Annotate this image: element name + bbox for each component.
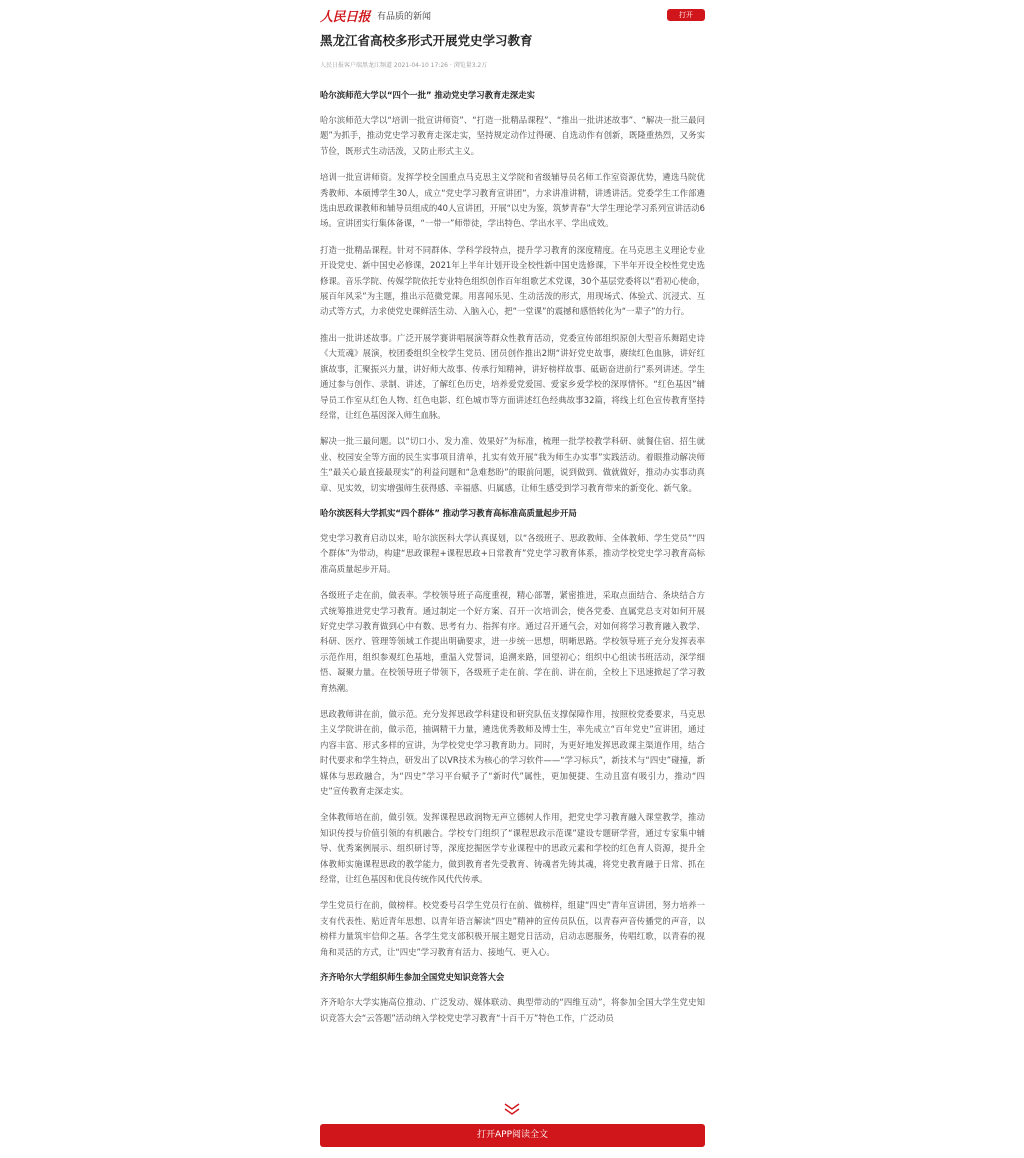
paragraph: 解决一批三最问题。以“切口小、发力准、效果好”为标准，梳理一批学校教学科研、就餐住宿、招生就业、校园安全等方面的民生实事项目清单，扎实有效开展“我为师生办实事”实践活动。着眼推动解决师生“最关心最直接最现实”的利益问题和“急难愁盼”的眼前问题，说到做到、做就做好，推动办实事动真章、见实效，切实增强师生获得感、幸福感、归属感，让师生感受到学习教育带来的新变化、新气象。 [320, 436, 705, 493]
paragraph: 推出一批讲述故事。广泛开展学赛讲唱展演等群众性教育活动，党委宣传部组织原创大型音乐舞蹈史诗《大荒魂》展演，校团委组织全校学生党员、团员创作推出2期“讲好党史故事，赓续红色血脉，讲好红旗故事，汇聚振兴力量，讲好师大故事、传承行知精神，讲好榜样故事、砥砺奋进前行”系列讲述。学生通过参与创作、录制、讲述，了解红色历史，培养爱党爱国、爱家乡爱学校的深厚情怀。“红色基因”辅导员工作室从红色人物、红色电影、红色城市等方面讲述红色经典故事32篇，将线上红色宣传教育坚持经常，让红色基因深入师生血脉。 [320, 332, 705, 420]
open-app-read-full-button[interactable]: 打开APP阅读全文 [320, 1124, 705, 1147]
article-page [320, 0, 705, 1158]
article-meta: 人民日报客户端黑龙江频道 2021-04-10 17:26 · 浏览量3.2万 [320, 62, 488, 69]
paragraph: 培训一批宣讲师资。发挥学校全国重点马克思主义学院和省级辅导员名师工作室资源优势，遴选马院优秀教师、本硕博学生30人，成立“党史学习教育宣讲团”，力求讲准讲精，讲透讲活。党委学生工作部遴选由思政课教师和辅导员组成的40人宣讲团，开展“以史为鉴，筑梦青春”大学生理论学习系列宣讲活动6场。宣讲团实行集体备课，“一带一”师带徒，学出特色、学出水平、学出成效。 [320, 172, 705, 229]
paragraph: 齐齐哈尔大学实施高位推动、广泛发动、媒体联动、典型带动的“四维互动”，将参加全国大学生党史知识竞答大会“云答题”活动纳入学校党史学习教育“十百千万”特色工作，广泛动员 [320, 997, 705, 1023]
paragraph: 哈尔滨师范大学以“培训一批宣讲师资”、“打造一批精品课程”、“推出一批讲述故事”、“解决一批三最问题”为抓手，推动党史学习教育走深走实，坚持规定动作过得硬、自选动作有创新，既隆重热烈，又务实节俭，既形式生动活泼，又防止形式主义。 [320, 115, 705, 156]
paragraph: 党史学习教育启动以来，哈尔滨医科大学认真谋划，以“各级班子、思政教师、全体教师、学生党员”“四个群体”为带动，构建“思政课程+课程思政+日常教育”党史学习教育体系，推动学校党史学习教育高标准高质量起步开局。 [320, 532, 705, 574]
section-heading: 哈尔滨医科大学抓实“四个群体” 推动学习教育高标准高质量起步开局 [320, 507, 577, 518]
top-bar [320, 0, 705, 28]
section-heading: 哈尔滨师范大学以“四个一批” 推动党史学习教育走深走实 [320, 90, 535, 100]
double-chevron-down-icon[interactable] [502, 1102, 522, 1116]
article-title: 黑龙江省高校多形式开展党史学习教育 [320, 33, 533, 48]
slogan: 有品质的新闻 [377, 11, 432, 22]
article-body [320, 89, 705, 1026]
open-app-button[interactable]: 打开 [667, 9, 705, 21]
paragraph: 全体教师培在前，做引领。发挥课程思政润物无声立德树人作用，把党史学习教育融入课堂教学，推动知识传授与价值引领的有机融合。学校专门组织了“课程思政示范课”建设专题研学营，通过专家集中辅导、优秀案例展示、组织研讨等，深度挖掘医学专业课程中的思政元素和学校的红色育人资源，提升全体教师实施课程思政的教学能力，做到教育者先受教育、铸魂者先铸其魂，将党史教育融于日常、抓在经常，让红色基因和优良传统作风代代传承。 [320, 812, 705, 885]
brand [320, 6, 431, 25]
logo[interactable]: 人民日报 [320, 9, 371, 25]
paragraph: 学生党员行在前，做榜样。校党委号召学生党员行在前、做榜样，组建“四史”青年宣讲团，努力培养一支有代表性、贴近青年思想、以青年语言解读“四史”精神的宣传员队伍，以青春声音传播党的声音，以榜样力量筑牢信仰之基。各学生党支部积极开展主题党日活动，启动志愿服务，传唱红歌，以青春的视角和灵活的方式，让“四史”学习教育有活力、接地气、更入心。 [320, 900, 705, 957]
paragraph: 各级班子走在前，做表率。学校领导班子高度重视，精心部署，紧密推进，采取点面结合、条块结合方式统筹推进党史学习教育。通过制定一个好方案、召开一次培训会，使各党委、直属党总支对如何开展好党史学习教育做到心中有数、思考有力、指挥有序。通过召开通气会，对如何将学习教育融入教学、科研、医疗、管理等领域工作提出明确要求，进一步统一思想，明晰思路。学校领导班子充分发挥表率示范作用，组织参观红色基地，重温入党誓词，追溯来路，回望初心；组织中心组读书班活动，深学细悟、凝聚力量。在校领导班子带领下，各级班子走在前、学在前、讲在前，全校上下迅速掀起了学习教育热潮。 [320, 590, 705, 693]
paragraph: 思政教师讲在前，做示范。充分发挥思政学科建设和研究队伍支撑保障作用，按照校党委要求，马克思主义学院讲在前，做示范，抽调精干力量，遴选优秀教师及博士生，率先成立“百年党史”宣讲团，通过内容丰富、形式多样的宣讲，为学校党史学习教育助力。同时，为更好地发挥思政课主渠道作用，结合时代要求和学生特点，研发出了以VR技术为核心的学习软件——“学习标兵”，新技术与“四史”碰撞，新媒体与思政融合，为“四史”学习平台赋予了“新时代”属性，更加便捷、生动且富有吸引力，推动“四史”宣传教育走深走实。 [320, 709, 705, 797]
section-heading: 齐齐哈尔大学组织师生参加全国党史知识竞答大会 [320, 972, 505, 983]
paragraph: 打造一批精品课程。针对不同群体、学科学段特点，提升学习教育的深度精度。在马克思主义理论专业开设党史、新中国史必修课，2021年上半年计划开设全校性新中国史选修课，下半年开设全校性党史选修课。音乐学院、传媒学院依托专业特色组织创作百年组歌艺术党课，30个基层党委将以“看初心使命，展百年风采”为主题，推出示范微党课。用喜闻乐见、生动活泼的形式，用现场式、体验式、沉浸式、互动式等方式，力求使党史课鲜活生动、入脑入心，把“一堂课”的震撼和感悟转化为“一辈子”的力行。 [320, 244, 705, 317]
content-fade [320, 1060, 705, 1130]
